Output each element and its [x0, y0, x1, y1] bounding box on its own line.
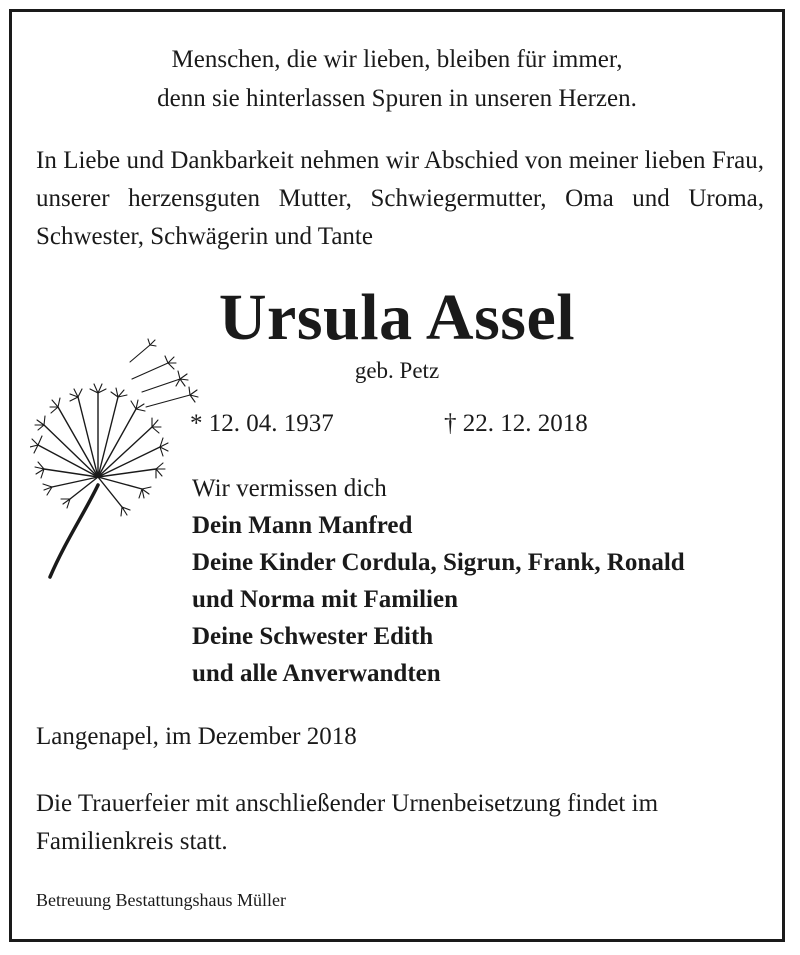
farewell-intro: In Liebe und Dankbarkeit nehmen wir Abschied von meiner lieben Frau, unserer herzensguten Mutter, Schwiegermutter, Oma und Uroma, Schwester, Schwägerin und Tante	[36, 147, 764, 250]
quote-line-2: denn sie hinterlassen Spuren in unseren Herzen.	[157, 85, 637, 112]
dandelion-illustration	[30, 337, 200, 582]
mourner-line: Dein Mann Manfred	[192, 512, 413, 539]
undertaker-credit: Betreuung Bestattungshaus Müller	[36, 890, 286, 910]
deceased-name: Ursula Assel	[218, 281, 576, 354]
mourner-line: und Norma mit Familien	[192, 586, 458, 613]
service-note: Die Trauerfeier mit anschließender Urnenbeisetzung findet im Familienkreis statt.	[36, 790, 659, 855]
death-date: † 22. 12. 2018	[444, 410, 588, 437]
mourners-block	[192, 470, 792, 692]
mourner-line: Deine Kinder Cordula, Sigrun, Frank, Ronald	[192, 549, 685, 576]
birth-date: * 12. 04. 1937	[190, 410, 334, 437]
mourner-line: Deine Schwester Edith	[192, 623, 434, 650]
mourner-line: und alle Anverwandten	[192, 660, 441, 687]
memorial-quote	[12, 40, 782, 118]
place-and-date: Langenapel, im Dezember 2018	[36, 723, 357, 750]
mourners-intro: Wir vermissen dich	[192, 475, 387, 502]
maiden-name: geb. Petz	[354, 358, 440, 383]
obituary-notice	[9, 9, 785, 942]
quote-line-1: Menschen, die wir lieben, bleiben für immer,	[171, 46, 623, 73]
